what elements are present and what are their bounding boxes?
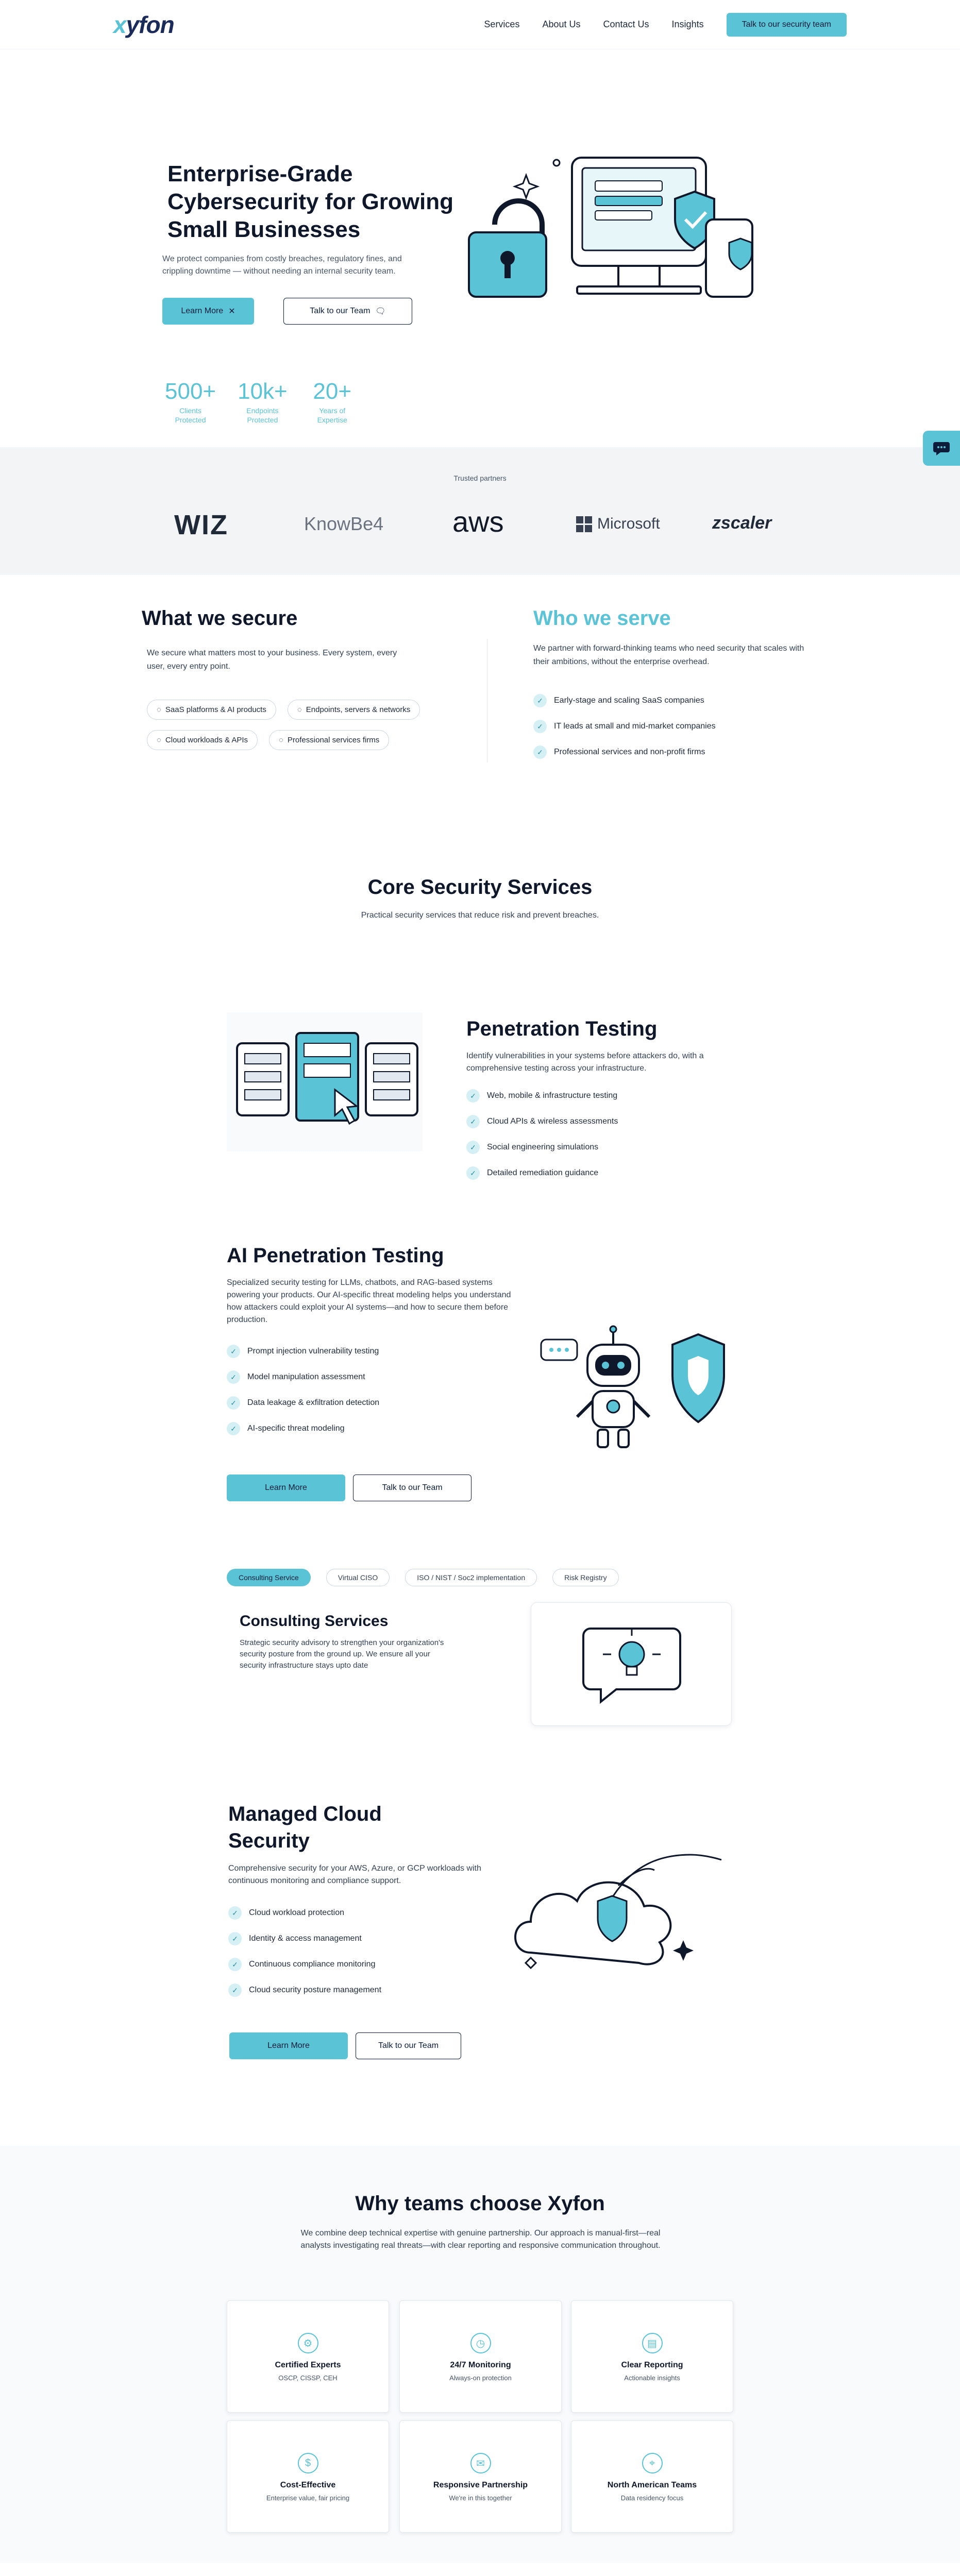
- why-card-title: Clear Reporting: [621, 2361, 683, 2369]
- aipentest-title: AI Penetration Testing: [227, 1244, 444, 1267]
- consulting-desc: Strategic security advisory to strengthen your organization's security posture from the ground up. We ensure all your security infrastructure stays upto date: [240, 1638, 444, 1670]
- stat-years: 20+ Years of Expertise: [313, 379, 352, 424]
- close-x-icon: ✕: [228, 307, 235, 316]
- why-card-title: North American Teams: [607, 2481, 697, 2489]
- serve-list: [533, 694, 716, 759]
- cloud-icon: ◌: [157, 705, 161, 714]
- pill-saas: ◌ SaaS platforms & AI products: [147, 700, 276, 720]
- why-card: [227, 2420, 389, 2533]
- pentest-item: ✓ Detailed remediation guidance: [466, 1166, 618, 1180]
- pill-endpoints: ◌ Endpoints, servers & networks: [288, 700, 420, 720]
- serve-desc: We partner with forward-thinking teams who need security that scales with their ambitions, without the enterprise overhead.: [533, 644, 804, 666]
- tab-risk-registry[interactable]: Risk Registry: [552, 1569, 618, 1586]
- secure-serve-section: [0, 526, 960, 773]
- cloud-item: ✓ Cloud workload protection: [228, 1906, 381, 1920]
- medal-icon: ⚙: [298, 2333, 318, 2353]
- check-icon: ✓: [227, 1370, 240, 1384]
- hero-security-illustration: [459, 142, 763, 338]
- check-icon: ✓: [228, 1984, 242, 1997]
- why-card-title: 24/7 Monitoring: [450, 2361, 511, 2369]
- check-icon: ✓: [533, 745, 547, 759]
- why-card: [399, 2300, 562, 2413]
- dollar-icon: $: [298, 2453, 318, 2473]
- nav-insights[interactable]: Insights: [671, 19, 704, 29]
- serve-item: ✓ Professional services and non-profit firms: [533, 745, 716, 759]
- serve-item: ✓ Early-stage and scaling SaaS companies: [533, 694, 716, 707]
- why-card: [227, 2300, 389, 2413]
- logo[interactable]: xyfon: [113, 11, 174, 38]
- check-icon: ✓: [466, 1115, 480, 1128]
- pentest-item: ✓ Web, mobile & infrastructure testing: [466, 1089, 618, 1103]
- partner-aws-logo: aws: [452, 505, 504, 538]
- core-title: Core Security Services: [367, 876, 593, 899]
- nav-links: [484, 13, 847, 37]
- check-icon: ✓: [227, 1422, 240, 1435]
- why-card-title: Certified Experts: [275, 2361, 341, 2369]
- nav-services[interactable]: Services: [484, 19, 520, 29]
- why-card-title: Responsive Partnership: [433, 2481, 528, 2489]
- cloud-desc: Comprehensive security for your AWS, Azure, or GCP workloads with continuous monitoring and compliance support.: [228, 1864, 481, 1885]
- tab-consulting-service[interactable]: Consulting Service: [227, 1569, 311, 1586]
- aipentest-list: [227, 1345, 379, 1435]
- chat-icon: ✉: [470, 2453, 491, 2473]
- check-icon: ✓: [227, 1396, 240, 1410]
- why-card: [571, 2420, 733, 2533]
- secure-pills: [147, 700, 456, 750]
- nav-cta-button[interactable]: Talk to our security team: [727, 13, 847, 37]
- aipentest-talk-button[interactable]: Talk to our Team: [353, 1475, 471, 1501]
- partner-wiz-logo: WIZ: [174, 510, 228, 540]
- tab-virtual-ciso[interactable]: Virtual CISO: [326, 1569, 390, 1586]
- chat-bubble-icon: [932, 440, 951, 456]
- why-card-desc: Actionable insights: [624, 2374, 680, 2382]
- chat-widget-button[interactable]: [923, 431, 960, 466]
- stat-endpoints: 10k+ Endpoints Protected: [238, 379, 288, 424]
- cloud-learn-more-button[interactable]: Learn More: [229, 2032, 348, 2059]
- check-icon: ✓: [228, 1906, 242, 1920]
- serve-item: ✓ IT leads at small and mid-market companies: [533, 720, 716, 733]
- hero-learn-more-button[interactable]: Learn More ✕: [162, 298, 254, 325]
- document-icon: ▤: [642, 2333, 663, 2353]
- consulting-tabs: [227, 1569, 619, 1586]
- cloud-talk-button[interactable]: Talk to our Team: [356, 2032, 461, 2059]
- check-icon: ✓: [466, 1141, 480, 1154]
- secure-desc: We secure what matters most to your business. Every system, every user, every entry point.: [147, 649, 397, 671]
- cloud-item: ✓ Cloud security posture management: [228, 1984, 381, 1997]
- serve-title: Who we serve: [533, 607, 671, 630]
- aipentest-learn-more-button[interactable]: Learn More: [227, 1475, 345, 1501]
- pill-cloud: ◌ Cloud workloads & APIs: [147, 730, 258, 750]
- pentest-desc: Identify vulnerabilities in your systems before attackers do, with a comprehensive testing across your infrastructure.: [466, 1052, 704, 1073]
- hero: [0, 49, 960, 540]
- aipentest-item: ✓ Data leakage & exfiltration detection: [227, 1396, 379, 1410]
- hero-stats: [165, 379, 356, 425]
- hero-talk-button[interactable]: Talk to our Team 🗨: [283, 298, 412, 325]
- cloud-security-illustration: [510, 1839, 727, 1989]
- lightbulb-idea-icon: [580, 1623, 683, 1706]
- partner-zscaler-logo: zscaler: [712, 513, 772, 533]
- aipentest-item: ✓ Model manipulation assessment: [227, 1370, 379, 1384]
- pill-professional: ◌ Professional services firms: [269, 730, 389, 750]
- check-icon: ✓: [227, 1345, 240, 1358]
- stat-clients: 500+ Clients Protected: [165, 379, 216, 424]
- cloud-item: ✓ Continuous compliance monitoring: [228, 1958, 381, 1971]
- consulting-title: Consulting Services: [240, 1613, 389, 1630]
- secure-title: What we secure: [142, 607, 298, 630]
- cloud-list: [228, 1906, 381, 1997]
- location-icon: ⌖: [642, 2453, 663, 2473]
- cloud-icon: ◌: [157, 736, 161, 744]
- chat-icon: 🗨: [375, 307, 386, 316]
- check-icon: ✓: [466, 1089, 480, 1103]
- aipentest-item: ✓ Prompt injection vulnerability testing: [227, 1345, 379, 1358]
- pentest-item: ✓ Social engineering simulations: [466, 1141, 618, 1154]
- pentest-list: [466, 1089, 618, 1180]
- briefcase-icon: ◌: [279, 736, 283, 744]
- partners-title: Trusted partners: [453, 474, 507, 482]
- why-card-desc: Always-on protection: [449, 2374, 512, 2382]
- tab-iso-nist[interactable]: ISO / NIST / Soc2 implementation: [405, 1569, 537, 1586]
- partner-knowbe4-logo: KnowBe4: [304, 513, 384, 534]
- check-icon: ✓: [228, 1958, 242, 1971]
- nav-contact[interactable]: Contact Us: [603, 19, 649, 29]
- aipentest-desc: Specialized security testing for LLMs, chatbots, and RAG-based systems powering your products. Our AI-specific threat modeling helps you understand how attackers could exploit your AI systems—and how to secure them before production.: [227, 1278, 511, 1324]
- pentest-title: Penetration Testing: [466, 1018, 658, 1040]
- why-card-desc: Data residency focus: [620, 2494, 684, 2502]
- top-nav: [0, 0, 960, 49]
- why-desc: We combine deep technical expertise with genuine partnership. Our approach is manual-first—real analysts investigating real threats—with clear reporting and responsive communication throughout.: [300, 2229, 661, 2250]
- server-icon: ◌: [297, 705, 302, 714]
- check-icon: ✓: [466, 1166, 480, 1180]
- cloud-title: Managed Cloud Security: [228, 1803, 382, 1852]
- why-section: [0, 2146, 960, 2563]
- why-title: Why teams choose Xyfon: [355, 2192, 605, 2215]
- aipentest-item: ✓ AI-specific threat modeling: [227, 1422, 379, 1435]
- why-card-desc: OSCP, CISSP, CEH: [278, 2374, 338, 2382]
- why-card-desc: We're in this together: [449, 2494, 512, 2502]
- check-icon: ✓: [533, 694, 547, 707]
- pentest-item: ✓ Cloud APIs & wireless assessments: [466, 1115, 618, 1128]
- nav-about[interactable]: About Us: [542, 19, 581, 29]
- ai-robot-illustration: [536, 1324, 737, 1458]
- check-icon: ✓: [228, 1932, 242, 1945]
- why-card-desc: Enterprise value, fair pricing: [266, 2494, 350, 2502]
- pentest-illustration: [227, 1012, 423, 1151]
- hero-subtitle: We protect companies from costly breaches, regulatory fines, and crippling downtime — without needing an internal security team.: [162, 255, 402, 276]
- core-subtitle: Practical security services that reduce risk and prevent breaches.: [361, 911, 599, 920]
- consulting-illustration-card: [531, 1602, 732, 1726]
- cloud-item: ✓ Identity & access management: [228, 1932, 381, 1945]
- check-icon: ✓: [533, 720, 547, 733]
- why-card-title: Cost-Effective: [280, 2481, 336, 2489]
- why-card: [399, 2420, 562, 2533]
- why-card: [571, 2300, 733, 2413]
- clock-icon: ◷: [470, 2333, 491, 2353]
- partner-microsoft-logo: Microsoft: [576, 515, 660, 533]
- hero-title: Enterprise-Grade Cybersecurity for Growing Small Businesses: [167, 161, 454, 242]
